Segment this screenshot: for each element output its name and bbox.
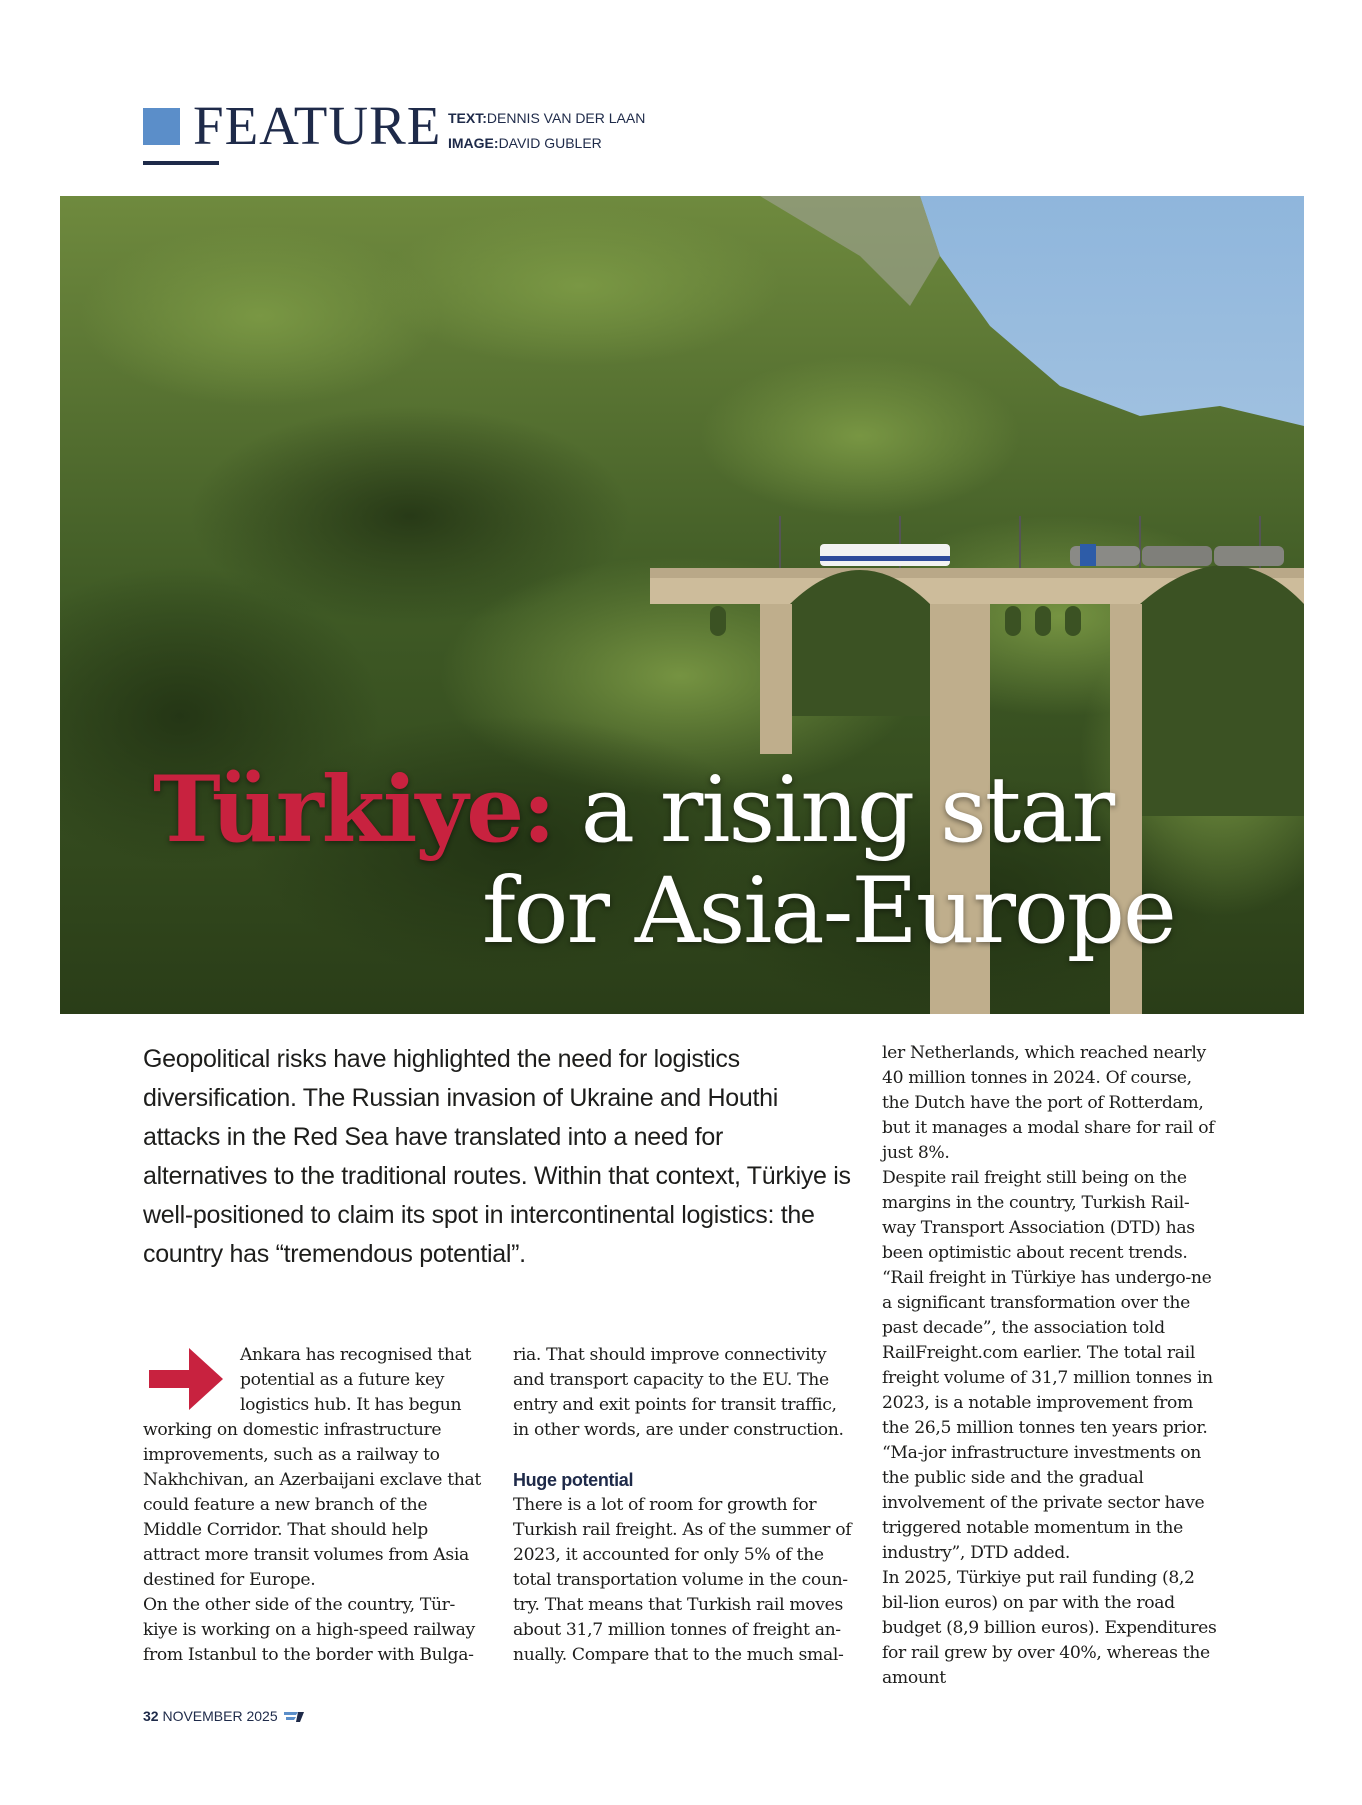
column-3-paragraph-1: ler Netherlands, which reached nearly 40 million tonnes in 2024. Of course, the Dutch have the port of Rotterdam, but it manages a modal share for rail of just 8%. (882, 1043, 1215, 1163)
col1-lead-line-3: logistics hub. It has begun (240, 1395, 462, 1415)
column-1 (143, 1343, 483, 1668)
column-1-paragraph-1 (143, 1343, 483, 1593)
column-2 (513, 1343, 853, 1668)
column-3-paragraph-2: Despite rail freight still being on the margins in the country, Turkish Rail-way Transport Association (DTD) has been optimistic about recent trends. “Rail freight in Türkiye has undergo-ne a significant transformation over the past decade”, the association told RailFreight.com earlier. The total rail freight volume of 31,7 million tonnes in 2023, is a notable improvement from the 26,5 million tonnes ten years prior. “Ma-jor infrastructure investments on the public side and the gradual involvement of the private sector have triggered notable momentum in the industry”, DTD added. (882, 1168, 1213, 1563)
page-number: 32 (143, 1708, 159, 1724)
headline-line-1-rest: a rising star (580, 758, 1114, 863)
column-1-paragraph-2: On the other side of the country, Tür-kiye is working on a high-speed railway from Istanbul to the border with Bulga- (143, 1595, 475, 1665)
headline-line-2: for Asia-Europe (482, 859, 1175, 964)
col1-lead-line-1: Ankara has recognised that (240, 1345, 472, 1365)
image-credit-author: DAVID GUBLER (498, 135, 602, 151)
headline-highlight: Türkiye: (153, 757, 554, 863)
column-3-paragraph-3: In 2025, Türkiye put rail funding (8,2 bil-lion euros) on par with the road budget (8,9 billion euros). Expenditures for rail grew by over 40%, whereas the amount (882, 1568, 1217, 1688)
section-marker (143, 108, 180, 145)
subheading: Huge potential (513, 1470, 634, 1490)
page-footer (143, 1708, 304, 1724)
image-credit (448, 131, 645, 156)
text-credit (448, 106, 645, 131)
image-credit-label: IMAGE: (448, 135, 499, 151)
credits (448, 106, 645, 156)
section-label: FEATURE (193, 95, 442, 156)
col1-lead-line-2: potential as a future key (240, 1370, 445, 1390)
text-credit-author: DENNIS VAN DER LAAN (486, 110, 646, 126)
railfreight-logo-icon (284, 1711, 304, 1723)
headline-line-1 (153, 756, 1113, 865)
intro-paragraph: Geopolitical risks have highlighted the need for logistics diversification. The Russian invasion of Ukraine and Houthi attacks in the Red Sea have translated into a need for alternatives to the traditional routes. Within that context, Türkiye is well-positioned to claim its spot in intercontinental logistics: the country has “tremendous potential”. (143, 1045, 851, 1268)
column-3 (882, 1041, 1222, 1691)
column-2-paragraph-1: ria. That should improve connectivity and transport capacity to the EU. The entry and exit points for transit traffic, in other words, are under construction. (513, 1345, 844, 1440)
issue-date: NOVEMBER 2025 (162, 1708, 278, 1724)
text-credit-label: TEXT: (448, 110, 487, 126)
hero-photo (60, 196, 1304, 1014)
col1-paragraph-1-rest: working on domestic infrastructure improvements, such as a railway to Nakhchivan, an Azerbaijani exclave that could feature a new branch of the Middle Corridor. That should help attract more transit volumes from Asia destined for Europe. (143, 1420, 481, 1590)
column-2-paragraph-2: There is a lot of room for growth for Turkish rail freight. As of the summer of 2023, it accounted for only 5% of the total transportation volume in the coun-try. That means that Turkish rail moves about 31,7 million tonnes of freight an-nually. Compare that to the much smal- (513, 1495, 852, 1665)
section-underline (143, 161, 219, 165)
